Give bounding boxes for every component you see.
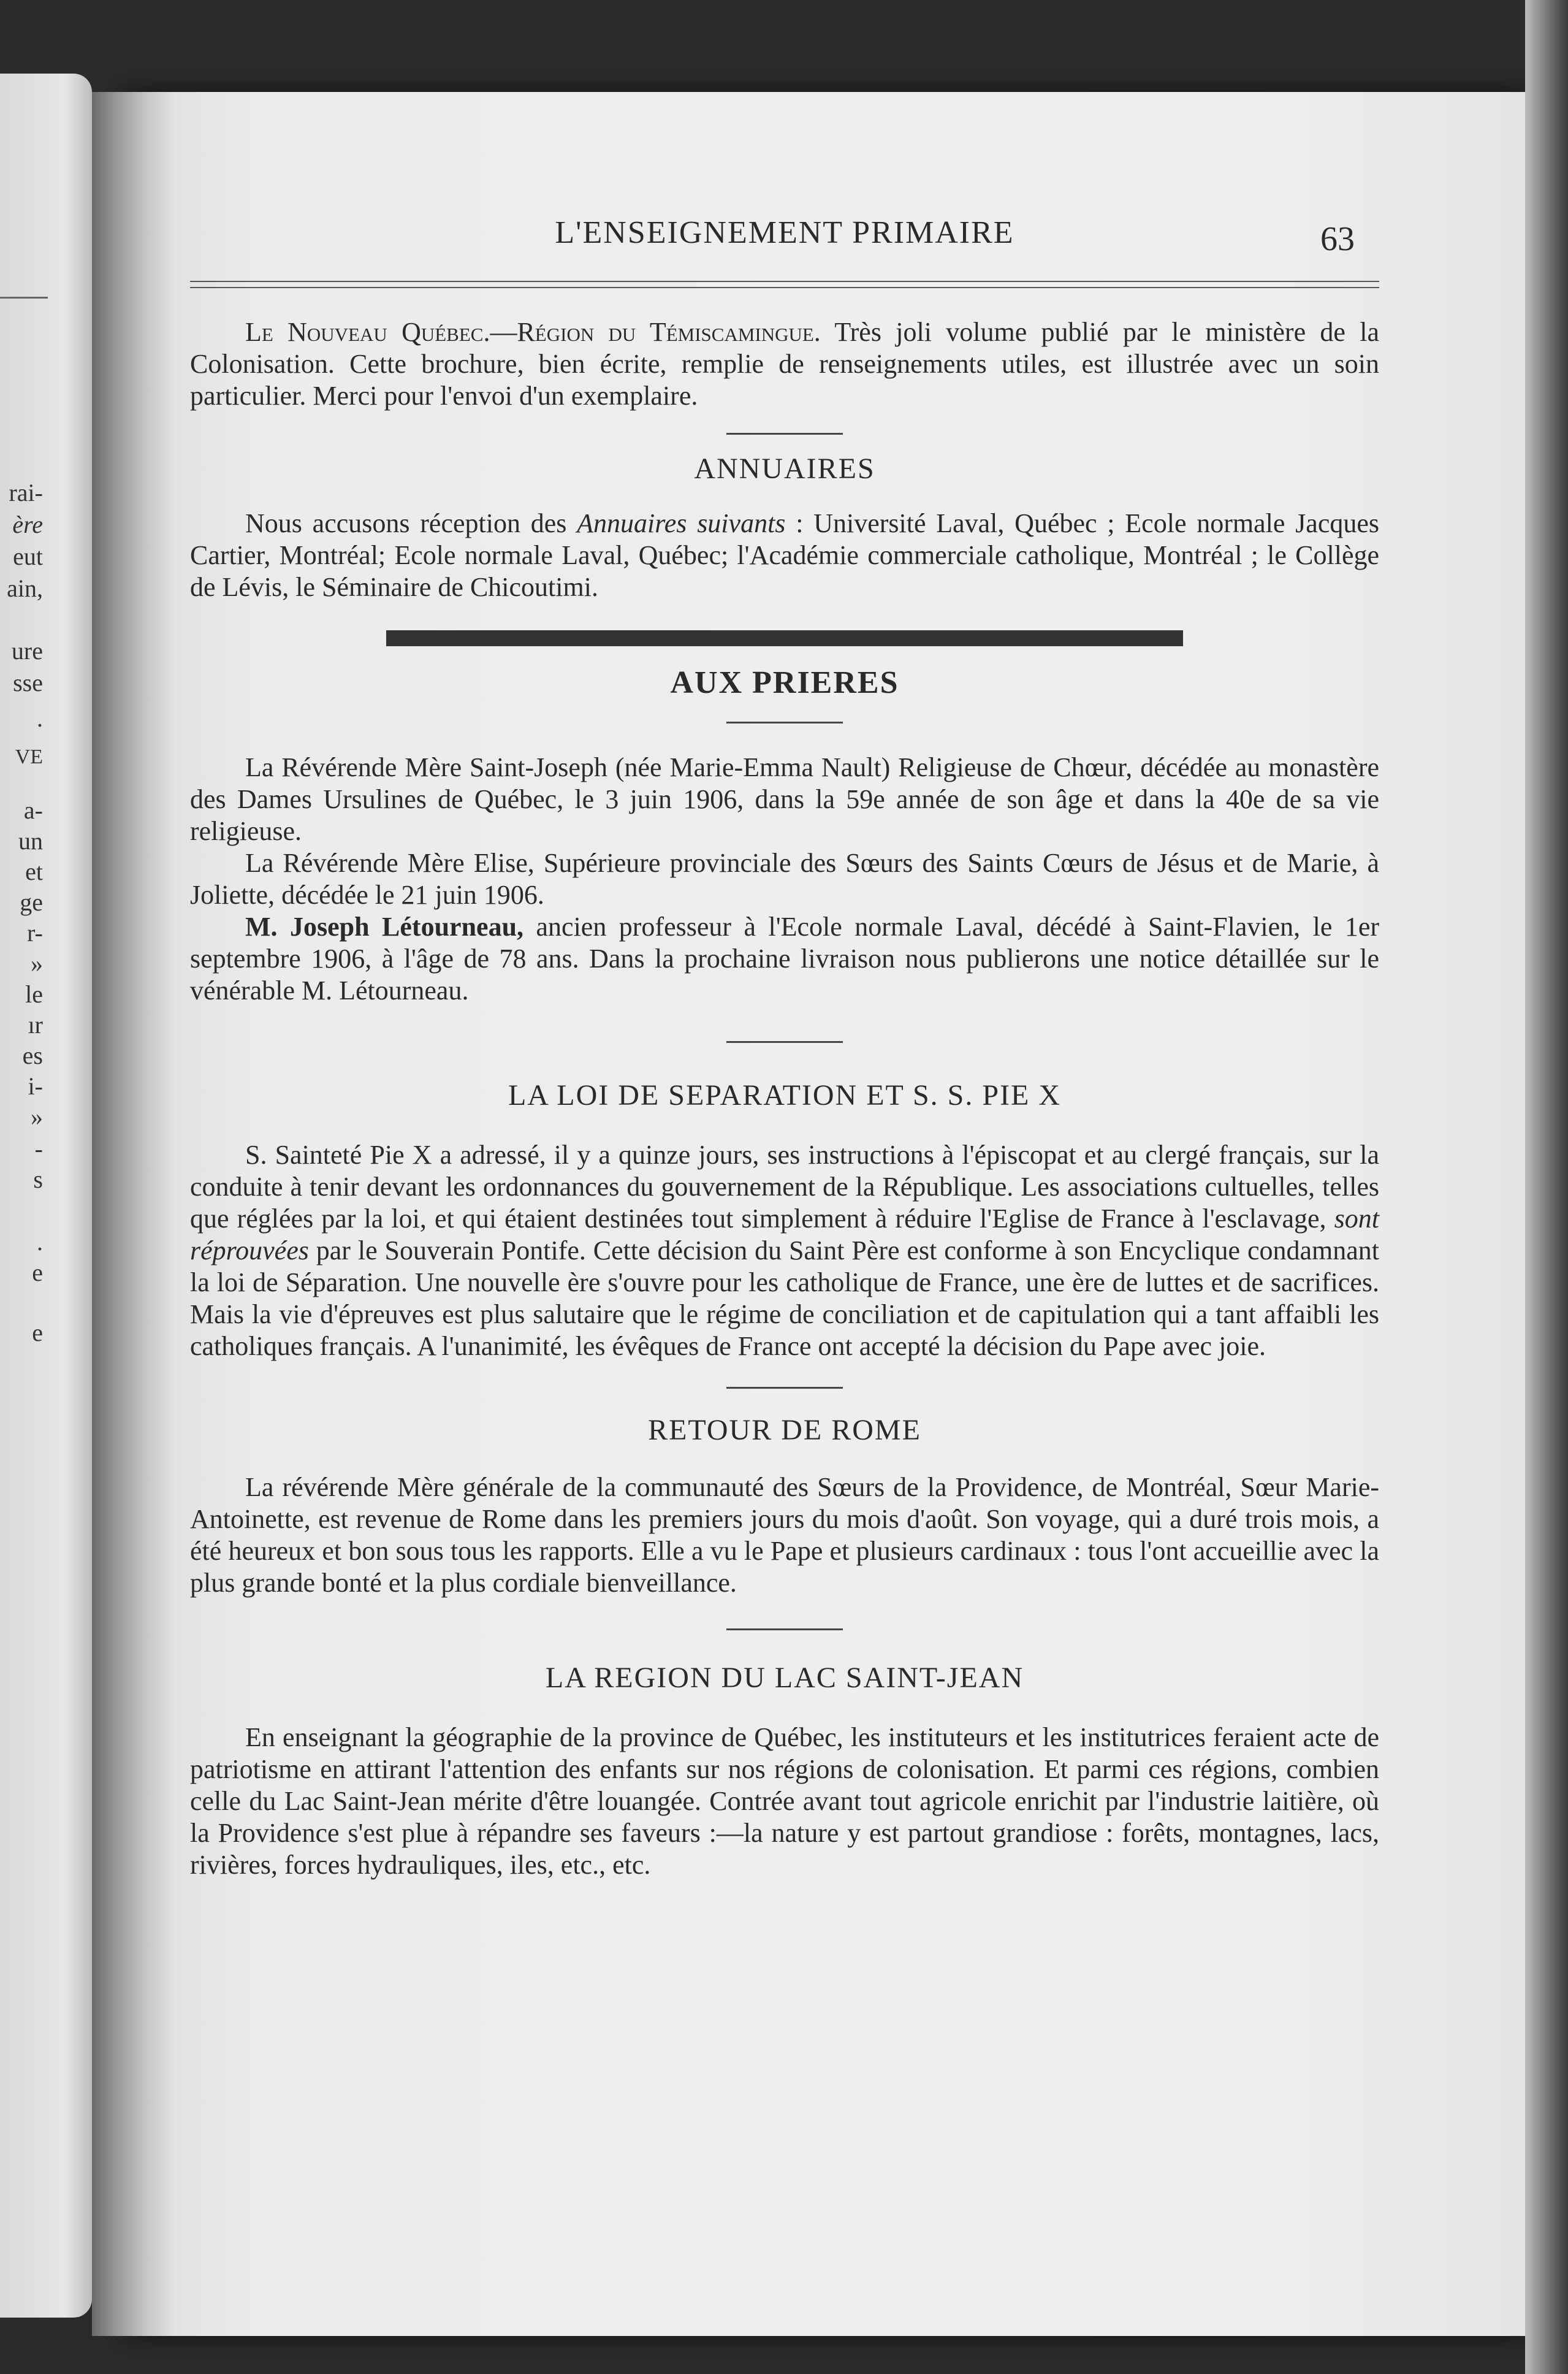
annuaires-text-lead: Nous accusons réception des [245,508,577,538]
previous-page-fragment: es [22,1042,43,1069]
annuaires-heading: ANNUAIRES [694,452,875,485]
previous-page-fragment: le [25,980,43,1008]
obituary-paragraph-2: La Révérende Mère Elise, Supérieure provinciale des Sœurs des Saints Cœurs de Jésus et de Marie, à Joliette, décédée le 21 juin 1906. [190,848,1379,910]
page-gutter-shadow [92,92,178,2336]
annuaires-text: : Université Laval, Québec ; Ecole normale Jacques Cartier, Montréal; Ecole normale Laval, Québec; l'Académie commerciale catholique, Montréal ; le Collège de Lévis, le Séminaire de Chicoutimi. [190,508,1380,602]
running-head: L'ENSEIGNEMENT PRIMAIRE [555,215,1014,250]
previous-page-fragment: ure [11,637,43,665]
previous-page-fragment: ère [12,511,43,538]
obituary-paragraph-1: La Révérende Mère Saint-Joseph (née Marie-Emma Nault) Religieuse de Chœur, décédée au monastère des Dames Ursulines de Québec, le 3 juin 1906, dans la 59e année de son âge et dans la 40e de sa vie religieuse. [190,752,1379,846]
retour-paragraph: La révérende Mère générale de la communauté des Sœurs de la Providence, de Montréal, Sœur Marie-Antoinette, est revenue de Rome dans les premiers jours du mois d'août. Son voyage, qui a duré trois mois, a été heureux et bon sous tous les rapports. Elle a vu le Pape et plusieurs cardinaux : tous l'ont accueillie avec la plus grande bonté et la plus cordiale bienveillance. [190,1472,1379,1598]
intro-title: Le Nouveau Québec.—Région du Témiscamingue. [245,317,821,347]
loi-heading: LA LOI DE SEPARATION ET S. S. PIE X [508,1079,1062,1112]
page-number: 63 [1320,220,1355,258]
annuaires-paragraph [190,508,1379,603]
header-rule [190,281,1379,288]
aux-prieres-heading: AUX PRIERES [670,665,899,700]
previous-page-fragment: ır [28,1011,43,1039]
loi-text: par le Souverain Pontife. Cette décision du Saint Père est conforme à son Encyclique condamnant la loi de Séparation. Une nouvelle ère s'ouvre pour les catholique de France, une ère de luttes et de sacrifices. Mais la vie d'épreuves est plus salutaire que le régime de conciliation et de capitulation qui a tant affaibli les catholiques français. A l'unanimité, les évêques de France ont accepté la décision du Pape avec joie. [190,1235,1379,1361]
intro-body: Très joli volume publié par le ministère de la Colonisation. Cette brochure, bien écrite, remplie de renseignements utiles, est illustrée avec un soin particulier. Merci pour l'envoi d'un exemplaire. [190,317,1379,411]
region-paragraph: En enseignant la géographie de la province de Québec, les instituteurs et les institutrices feraient acte de patriotisme en attirant l'attention des enfants sur nos régions de colonisation. Et parmi ces régions, combien celle du Lac Saint-Jean mérite d'être louangée. Contrée avant tout agricole enrichit par l'industrie laitière, où la Providence s'est plue à répandre ses faveurs :—la nature y est partout grandiose : forêts, montagnes, lacs, rivières, forces hydrauliques, iles, etc., etc. [190,1722,1379,1880]
loi-text-lead: S. Sainteté Pie X a adressé, il y a quinze jours, ses instructions à l'épiscopat et au clergé français, sur la conduite à tenir devant les ordonnances du gouvernement de la République. Les associations cultuelles, telles que réglées par la loi, et qui étaient destinées tout simplement à réduire l'Eglise de France à l'esclavage, [190,1140,1379,1234]
previous-page-fragment: e [32,1319,43,1346]
obituary-text: ancien professeur à l'Ecole normale Laval, décédé à Saint-Flavien, le 1er septembre 1906, à l'âge de 78 ans. Dans la prochaine livraison nous publierons une notice détaillée sur le vénérable M. Létourneau. [190,912,1379,1006]
previous-page-rule [0,297,48,299]
obituary-name: M. Joseph Létourneau, [245,912,524,942]
previous-page-fragment: a- [23,796,43,824]
previous-page-edge [0,74,92,2318]
page-header [190,202,1379,258]
previous-page-fragment: ain, [7,574,43,602]
previous-page-fragment: eut [13,543,43,570]
loi-paragraph [190,1139,1379,1362]
heavy-divider-bar [386,630,1183,646]
region-heading: LA REGION DU LAC SAINT-JEAN [545,1662,1024,1694]
previous-page-fragment: . [37,1228,43,1256]
previous-page-fragment: . [37,704,43,732]
previous-page-fragment: - [34,1135,43,1162]
previous-page-fragment: » [31,950,43,977]
previous-page-fragment: rai- [9,479,43,506]
page-content [190,202,1379,1881]
intro-paragraph [190,316,1379,412]
previous-page-fragment: i- [28,1072,43,1100]
obituary-paragraph-3 [190,911,1379,1007]
loi-italic-text: sont réprouvées [190,1204,1379,1265]
previous-page-fragment: e [32,1259,43,1286]
previous-page-fragment: sse [13,669,43,697]
annuaires-italic-text: Annuaires suivants [577,508,786,538]
retour-heading: RETOUR DE ROME [648,1414,921,1446]
previous-page-fragment: et [25,858,43,885]
previous-page-fragment: s [33,1166,43,1193]
previous-page-fragment: » [31,1103,43,1131]
right-scan-edge [1525,0,1568,2374]
previous-page-fragment: VE [15,746,43,768]
previous-page-fragment: un [18,827,43,855]
previous-page-fragment: ge [20,888,43,916]
previous-page-fragment: r- [27,919,43,947]
